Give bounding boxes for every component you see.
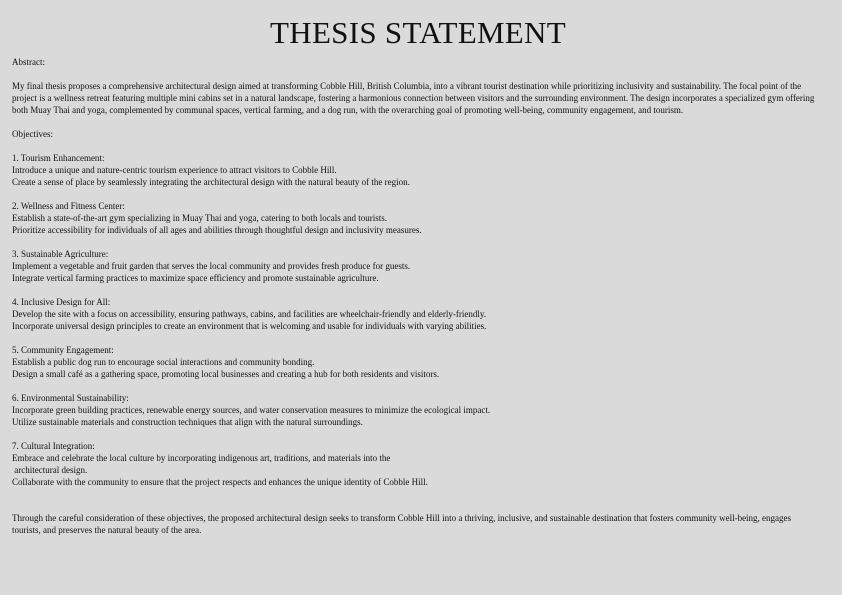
objective-heading: 3. Sustainable Agriculture: — [12, 249, 109, 259]
page-title: THESIS STATEMENT — [270, 15, 566, 50]
objective-line: Introduce a unique and nature-centric tourism experience to attract visitors to Cobble Hill. — [12, 165, 337, 175]
objective-block — [12, 344, 820, 380]
objective-block — [12, 296, 820, 332]
objective-heading: 5. Community Engagement: — [12, 345, 114, 355]
spacer — [12, 380, 820, 392]
objective-line: Establish a state-of-the-art gym specializing in Muay Thai and yoga, catering to both locals and tourists. — [12, 213, 387, 223]
conclusion-text: Through the careful consideration of these objectives, the proposed architectural design seeks to transform Cobble Hill into a thriving, inclusive, and sustainable destination that fosters community well-being, engages tourists, and preserves the natural beauty of the area. — [12, 513, 792, 535]
abstract-label: Abstract: — [12, 57, 45, 67]
spacer — [12, 488, 820, 512]
objective-line: Collaborate with the community to ensure that the project respects and enhances the unique identity of Cobble Hill. — [12, 477, 428, 487]
objective-line: Establish a public dog run to encourage social interactions and community bonding. — [12, 357, 315, 367]
objective-heading: 6. Environmental Sustainability: — [12, 393, 129, 403]
spacer — [12, 116, 820, 128]
abstract-text: My final thesis proposes a comprehensive architectural design aimed at transforming Cobble Hill, British Columbia, into a vibrant tourist destination while prioritizing inclusivity and sustainability. The focal point of the project is a wellness retreat featuring multiple mini cabins set in a natural landscape, fostering a harmonious connection between visitors and the surrounding environment. The design incorporates a specialized gym offering both Muay Thai and yoga, complemented by communal spaces, vertical farming, and a dog run, with the overarching goal of promoting well-being, community engagement, and tourism. — [12, 81, 815, 115]
objective-block — [12, 392, 820, 428]
objective-heading: 2. Wellness and Fitness Center: — [12, 201, 125, 211]
objective-heading: 4. Inclusive Design for All: — [12, 297, 111, 307]
spacer — [12, 284, 820, 296]
objective-line: Incorporate green building practices, renewable energy sources, and water conservation measures to minimize the ecological impact. — [12, 405, 491, 415]
spacer — [12, 332, 820, 344]
objective-line: Prioritize accessibility for individuals of all ages and abilities through thoughtful design and inclusivity measures. — [12, 225, 422, 235]
objective-block — [12, 200, 820, 236]
spacer — [12, 188, 820, 200]
objective-line: Design a small café as a gathering space, promoting local businesses and creating a hub for both residents and visitors. — [12, 369, 440, 379]
objective-block — [12, 248, 820, 284]
objective-block — [12, 152, 820, 188]
objective-heading: 1. Tourism Enhancement: — [12, 153, 105, 163]
objective-line: Integrate vertical farming practices to maximize space efficiency and promote sustainable agriculture. — [12, 273, 379, 283]
objective-line: Incorporate universal design principles to create an environment that is welcoming and usable for individuals with varying abilities. — [12, 321, 487, 331]
spacer — [12, 428, 820, 440]
objective-line: Embrace and celebrate the local culture by incorporating indigenous art, traditions, and materials into the — [12, 453, 391, 463]
objective-block — [12, 440, 820, 488]
document-body — [12, 56, 820, 536]
objective-line: Implement a vegetable and fruit garden that serves the local community and provides fresh produce for guests. — [12, 261, 411, 271]
objective-line: Utilize sustainable materials and construction techniques that align with the natural surroundings. — [12, 417, 363, 427]
objective-line: Develop the site with a focus on accessibility, ensuring pathways, cabins, and facilities are wheelchair-friendly and elderly-friendly. — [12, 309, 486, 319]
objective-line: architectural design. — [12, 465, 88, 475]
spacer — [12, 236, 820, 248]
objective-line: Create a sense of place by seamlessly integrating the architectural design with the natural beauty of the region. — [12, 177, 410, 187]
spacer — [12, 140, 820, 152]
objective-heading: 7. Cultural Integration: — [12, 441, 95, 451]
spacer — [12, 68, 820, 80]
objectives-label: Objectives: — [12, 129, 53, 139]
